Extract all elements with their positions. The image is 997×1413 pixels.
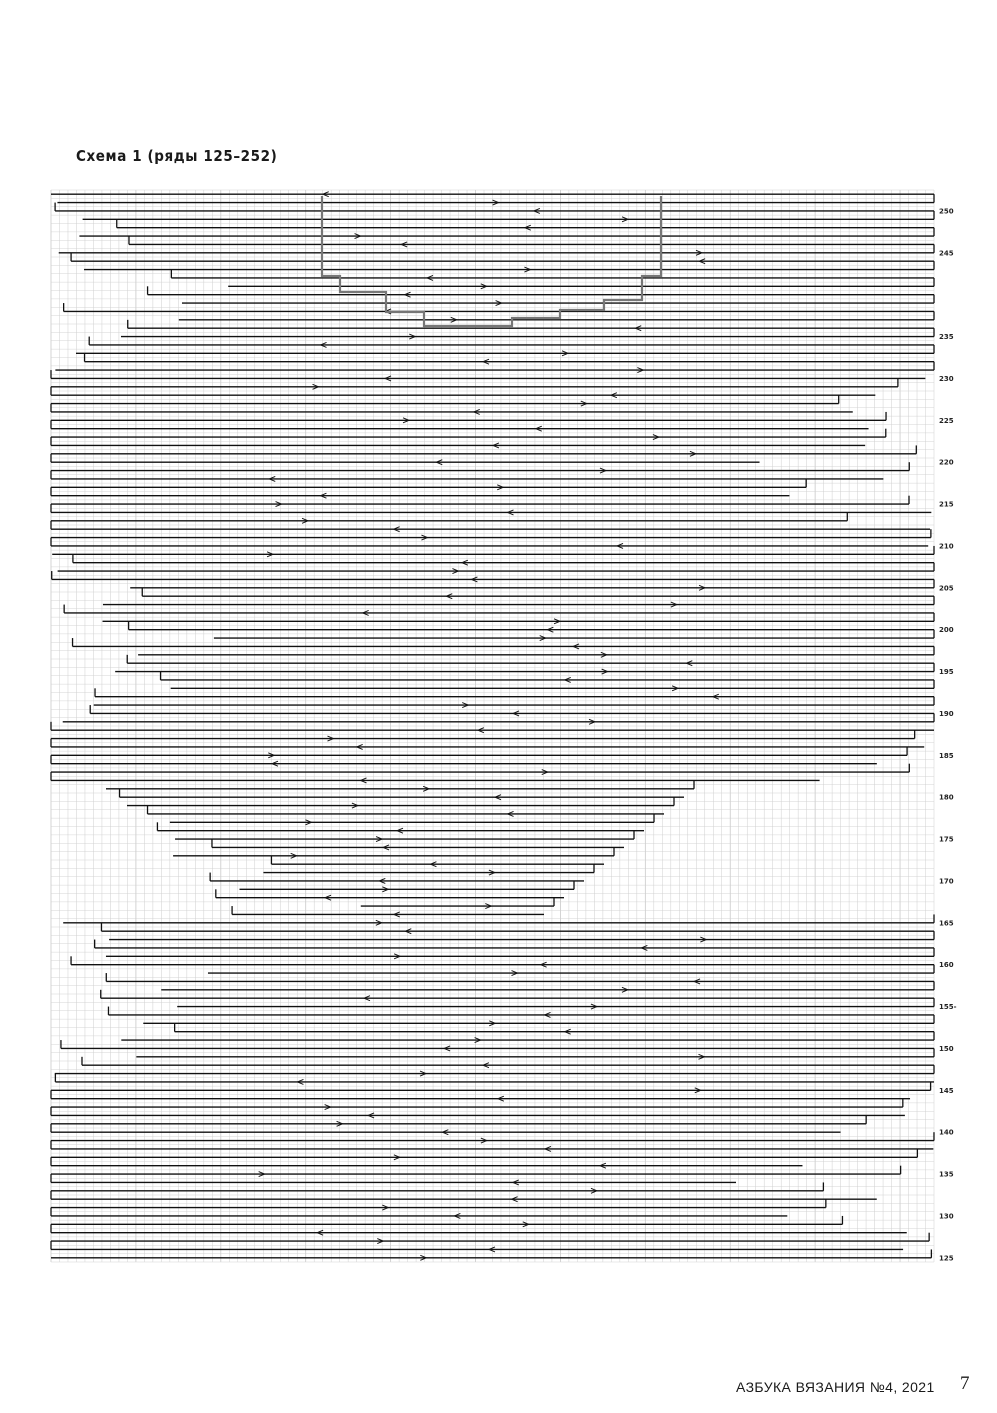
row-number-label: 145 [939, 1086, 954, 1095]
row-number-label: 210 [939, 542, 954, 551]
row-number-label: 175 [939, 835, 954, 844]
row-number-label: 225 [939, 416, 954, 425]
chart-grid [51, 190, 934, 1262]
row-number-label: 125 [939, 1254, 954, 1263]
row-number-label: 230 [939, 374, 954, 383]
row-number-label: 165 [939, 919, 954, 928]
row-number-label: 180 [939, 793, 954, 802]
row-number-label: 200 [939, 626, 954, 635]
row-number-label: 155- [939, 1003, 957, 1012]
row-labels [939, 207, 957, 1262]
row-number-label: 220 [939, 458, 954, 467]
row-number-label: 130 [939, 1212, 954, 1221]
row-number-label: 170 [939, 877, 954, 886]
row-number-label: 215 [939, 500, 954, 509]
row-number-label: 185 [939, 751, 954, 760]
row-number-label: 190 [939, 709, 954, 718]
row-number-label: 140 [939, 1128, 954, 1137]
page-number: 7 [960, 1373, 970, 1394]
chart-title: Схема 1 (ряды 125–252) [76, 147, 278, 165]
row-number-label: 150 [939, 1044, 954, 1053]
row-number-label: 245 [939, 249, 954, 258]
row-number-label: 235 [939, 333, 954, 342]
row-number-label: 135 [939, 1170, 954, 1179]
row-number-label: 250 [939, 207, 954, 216]
row-number-label: 205 [939, 584, 954, 593]
row-number-label: 160 [939, 961, 954, 970]
magazine-footer: АЗБУКА ВЯЗАНИЯ №4, 2021 [736, 1379, 935, 1395]
row-number-label: 195 [939, 668, 954, 677]
